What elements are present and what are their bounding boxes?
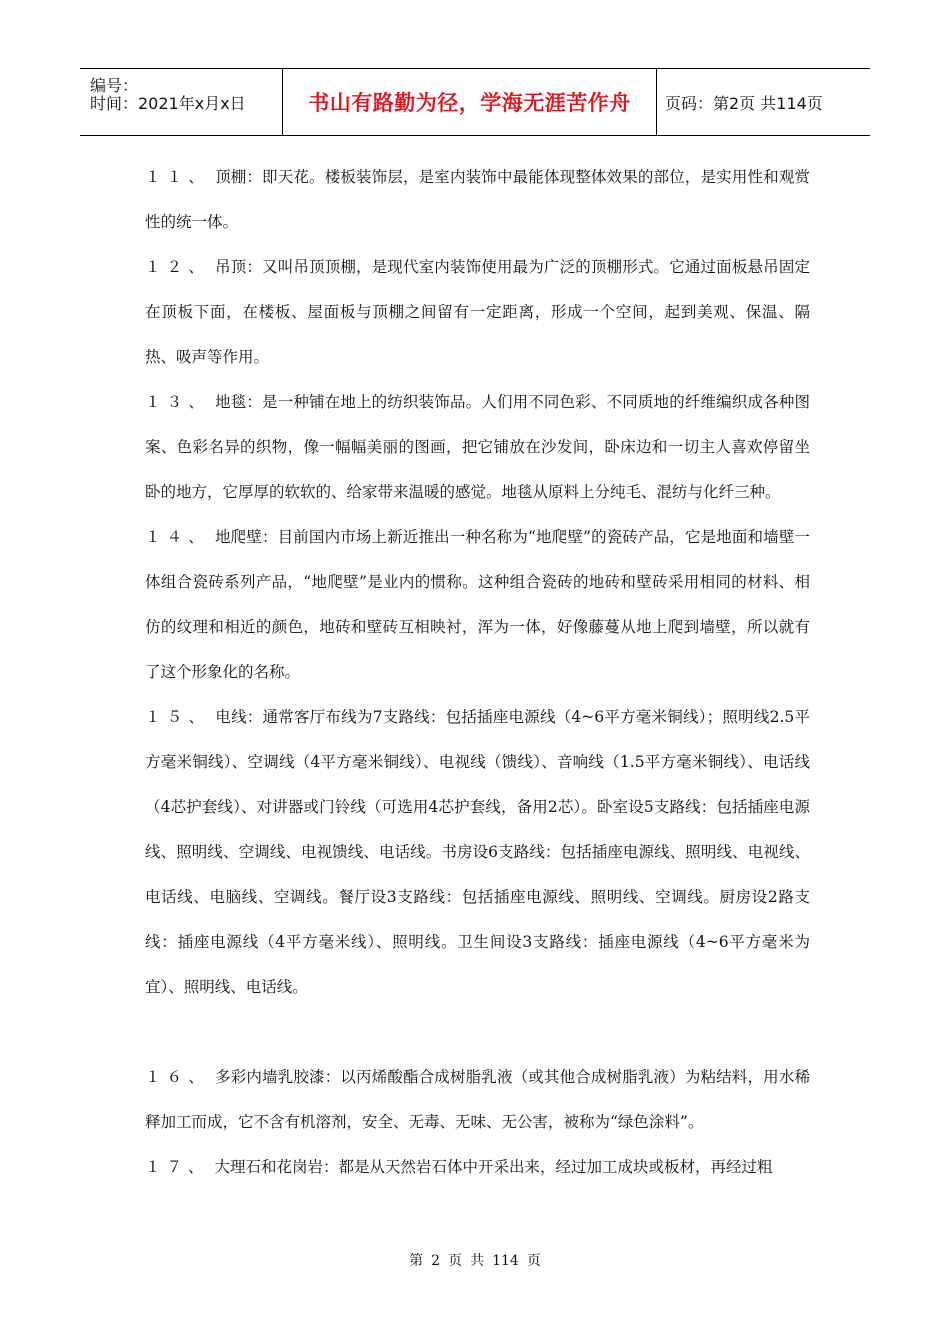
footer-label: 共 [470, 1253, 485, 1269]
paragraph-text: 多彩内墙乳胶漆：以丙烯酸酯合成树脂乳液（或其他合成树脂乳液）为粘结料，用水稀释加工而成，它不含有机溶剂，安全、无毒、无味、无公害，被称为“绿色涂料”。 [145, 1068, 810, 1131]
time-line: 时间：2021年x月x日 [90, 94, 246, 113]
paragraph-number: １４、 [145, 528, 210, 546]
paragraph-text: 电线：通常客厅布线为7支路线：包括插座电源线（4~6平方毫米铜线）；照明线2.5平方毫米铜线）、空调线（4平方毫米铜线）、电视线（馈线）、音响线（1.5平方毫米铜线）、电话线（4芯护套线）、对讲器或门铃线（可选用4芯护套线，备用2芯）。卧室设5支路线：包括插座电源线、照明线、空调线、电视馈线、电话线。书房设6支路线：包括插座电源线、照明线、电视线、电话线、电脑线、空调线。餐厅设3支路线：包括插座电源线、照明线、空调线。厨房设2路支线：插座电源线（4平方毫米线）、照明线。卫生间设3支路线：插座电源线（4~6平方毫米为宜）、照明线、电话线。 [145, 708, 810, 996]
footer-label: 页 [526, 1253, 541, 1269]
paragraph-text: 地爬壁：目前国内市场上新近推出一种名称为“地爬壁”的瓷砖产品，它是地面和墙壁一体组合瓷砖系列产品，“地爬壁”是业内的惯称。这种组合瓷砖的地砖和壁砖采用相同的材料、相仿的纹理和相近的颜色，地砖和壁砖互相映衬，浑为一体，好像藤蔓从地上爬到墙壁，所以就有了这个形象化的名称。 [145, 528, 810, 681]
paragraph-number: １７、 [145, 1158, 210, 1176]
paragraph-17 [145, 1145, 810, 1190]
page-info: 页码：第2页 共114页 [665, 93, 823, 113]
code-label: 编号： [90, 76, 139, 95]
header-motto-cell [283, 69, 657, 135]
paragraph-12 [145, 245, 810, 380]
paragraph-gap [145, 1010, 810, 1055]
paragraph-number: １６、 [145, 1068, 210, 1086]
paragraph-15 [145, 695, 810, 1010]
paragraph-14 [145, 515, 810, 695]
paragraph-text: 顶棚：即天花。楼板装饰层，是室内装饰中最能体现整体效果的部位，是实用性和观赏性的统一体。 [145, 168, 810, 231]
footer-label: 页 [448, 1253, 463, 1269]
paragraph-11 [145, 155, 810, 245]
header-meta-cell [80, 69, 283, 135]
paragraph-number: １２、 [145, 258, 210, 276]
footer-label: 第 [409, 1253, 424, 1269]
paragraph-number: １１、 [145, 168, 210, 186]
paragraph-text: 地毯：是一种铺在地上的纺织装饰品。人们用不同色彩、不同质地的纤维编织成各种图案、色彩名异的织物，像一幅幅美丽的图画，把它铺放在沙发间，卧床边和一切主人喜欢停留坐卧的地方，它厚厚的软软的、给家带来温暖的感觉。地毯从原料上分纯毛、混纺与化纤三种。 [145, 393, 810, 501]
document-header [80, 68, 870, 136]
paragraph-text: 吊顶：又叫吊顶顶棚，是现代室内装饰使用最为广泛的顶棚形式。它通过面板悬吊固定在顶板下面，在楼板、屋面板与顶棚之间留有一定距离，形成一个空间，起到美观、保温、隔热、吸声等作用。 [145, 258, 810, 366]
document-body [145, 155, 810, 1190]
paragraph-number: １３、 [145, 393, 210, 411]
paragraph-number: １５、 [145, 708, 211, 726]
motto-text: 书山有路勤为径，学海无涯苦作舟 [308, 91, 631, 115]
paragraph-16 [145, 1055, 810, 1145]
footer-page-number: 2 [431, 1253, 441, 1269]
header-page-cell [657, 69, 870, 135]
paragraph-text: 大理石和花岗岩：都是从天然岩石体中开采出来，经过加工成块或板材，再经过粗 [214, 1158, 773, 1176]
page-footer [0, 1250, 950, 1270]
paragraph-13 [145, 380, 810, 515]
footer-total-pages: 114 [492, 1253, 519, 1269]
